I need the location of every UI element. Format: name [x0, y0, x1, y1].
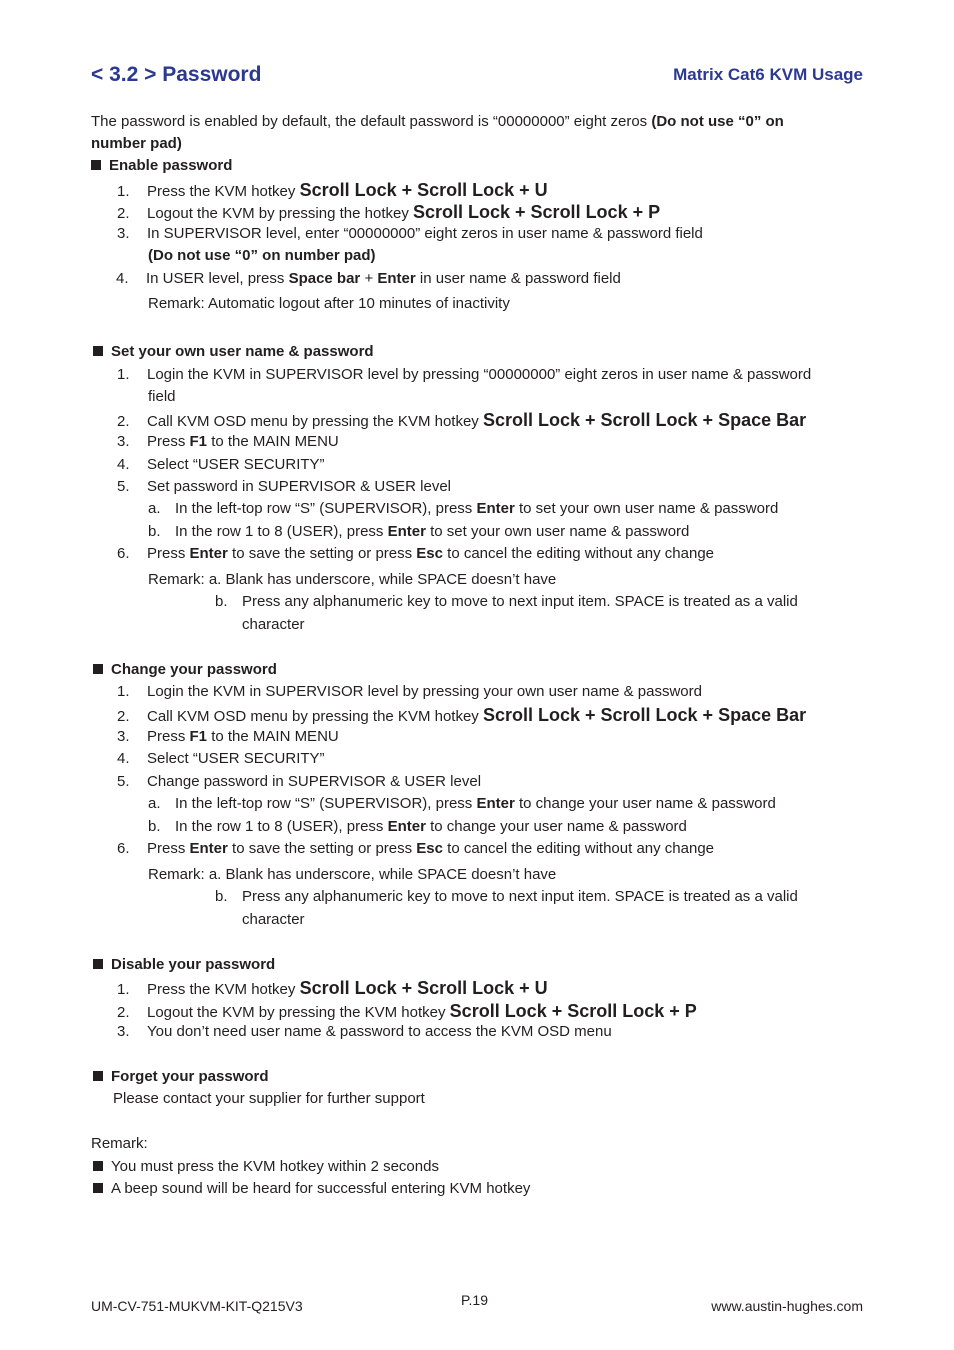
item-text: to save the setting or press: [227, 840, 417, 857]
bullet-square-icon: [93, 664, 103, 674]
item-number: 5.: [117, 773, 130, 790]
list-item: [117, 545, 714, 562]
item-text: +: [360, 270, 378, 287]
item-text: Select “USER SECURITY”: [147, 456, 325, 473]
item-number: 1.: [117, 183, 130, 200]
item-text: Login the KVM in SUPERVISOR level by pressing “00000000” eight zeros in user name & password: [147, 366, 812, 383]
hotkey: Scroll Lock + Scroll Lock + U: [299, 978, 548, 998]
list-item: [117, 705, 806, 726]
item-number: 4.: [116, 270, 129, 287]
hotkey: Scroll Lock + Scroll Lock + P: [449, 1001, 697, 1021]
item-text: Set password in SUPERVISOR & USER level: [147, 478, 452, 495]
list-item: [117, 750, 325, 767]
bullet-square-icon: [93, 1071, 103, 1081]
item-number: 3.: [117, 225, 130, 242]
item-text: Logout the KVM by pressing the KVM hotkey: [147, 1004, 450, 1021]
item-number: 3.: [117, 433, 130, 450]
item-text: in user name & password field: [415, 270, 621, 287]
item-text: Press: [147, 433, 190, 450]
key-name: Enter: [377, 270, 416, 287]
item-number: 6.: [117, 840, 130, 857]
enable-heading: [91, 157, 232, 174]
page-number: P.19: [461, 1292, 488, 1308]
item-number: 2.: [117, 413, 130, 430]
remark-continuation: character: [242, 911, 305, 928]
sub-item-letter: b.: [148, 523, 161, 540]
disable-heading-text: Disable your password: [111, 956, 276, 973]
key-name: Enter: [476, 795, 515, 812]
item-text: In the left-top row “S” (SUPERVISOR), press: [175, 795, 477, 812]
item-number: 3.: [117, 1023, 130, 1040]
item-text: to save the setting or press: [227, 545, 417, 562]
item-text: to cancel the editing without any change: [443, 840, 715, 857]
intro-text: The password is enabled by default, the default password is “00000000” eight zeros: [91, 113, 652, 130]
item-text: Press the KVM hotkey: [147, 981, 300, 998]
list-item: [117, 180, 548, 201]
remark-bullet: [93, 1180, 530, 1197]
item-text: In SUPERVISOR level, enter “00000000” eight zeros in user name & password field: [147, 225, 703, 242]
item-text: Press: [147, 840, 190, 857]
remark: Remark: a. Blank has underscore, while SPACE doesn’t have: [148, 866, 557, 883]
remark-label: Remark:: [91, 1135, 148, 1152]
key-name: Enter: [189, 545, 228, 562]
item-text: Call KVM OSD menu by pressing the KVM hotkey: [147, 708, 483, 725]
sub-item: [148, 795, 776, 812]
item-text: Press: [147, 545, 190, 562]
list-item: [117, 433, 339, 450]
item-text: to the MAIN MENU: [207, 728, 339, 745]
key-name: Enter: [387, 818, 426, 835]
sub-item: [148, 523, 689, 540]
enable-heading-text: Enable password: [109, 157, 233, 174]
bullet-square-icon: [91, 160, 101, 170]
forget-text: Please contact your supplier for further support: [113, 1090, 425, 1107]
remark-text: Press any alphanumeric key to move to next input item. SPACE is treated as a valid: [242, 888, 798, 905]
item-text: to set your own user name & password: [514, 500, 779, 517]
intro-line-2: number pad): [91, 135, 182, 152]
list-item: [117, 225, 703, 242]
item-text: In the row 1 to 8 (USER), press: [175, 523, 388, 540]
item-text: to cancel the editing without any change: [443, 545, 715, 562]
bullet-square-icon: [93, 1161, 103, 1171]
list-item: [117, 683, 702, 700]
remark-bullet-text: A beep sound will be heard for successful entering KVM hotkey: [111, 1180, 531, 1197]
forget-heading: [93, 1068, 269, 1085]
key-name: Esc: [416, 840, 443, 857]
item-text: Press: [147, 728, 190, 745]
remark-letter: b.: [215, 888, 228, 905]
item-text: Logout the KVM by pressing the hotkey: [147, 205, 413, 222]
item-text: Call KVM OSD menu by pressing the KVM hotkey: [147, 413, 483, 430]
item-text: to change your user name & password: [514, 795, 776, 812]
item-text: to set your own user name & password: [425, 523, 690, 540]
remark-text: Press any alphanumeric key to move to next input item. SPACE is treated as a valid: [242, 593, 798, 610]
key-name: Esc: [416, 545, 443, 562]
change-heading: [93, 661, 277, 678]
item-text: Select “USER SECURITY”: [147, 750, 325, 767]
hotkey: Scroll Lock + Scroll Lock + P: [413, 202, 661, 222]
item-number: 3.: [117, 728, 130, 745]
hotkey: Scroll Lock + Scroll Lock + Space Bar: [482, 410, 807, 430]
list-item: [117, 1001, 697, 1022]
item-text: In the left-top row “S” (SUPERVISOR), press: [175, 500, 477, 517]
list-item: [117, 366, 811, 383]
section-header: Matrix Cat6 KVM Usage: [673, 65, 863, 84]
intro-line-1: [91, 113, 784, 130]
list-item: [117, 478, 451, 495]
item-text: to the MAIN MENU: [207, 433, 339, 450]
item-number: 5.: [117, 478, 130, 495]
list-item: [117, 456, 325, 473]
remark: Remark: a. Blank has underscore, while SPACE doesn’t have: [148, 571, 557, 588]
item-text: In the row 1 to 8 (USER), press: [175, 818, 388, 835]
list-item: [117, 410, 806, 431]
bullet-square-icon: [93, 346, 103, 356]
item-number: 2.: [117, 1004, 130, 1021]
sub-item-letter: a.: [148, 795, 161, 812]
item-note: (Do not use “0” on number pad): [148, 247, 376, 264]
item-text: to change your user name & password: [425, 818, 687, 835]
item-text: Login the KVM in SUPERVISOR level by pressing your own user name & password: [147, 683, 702, 700]
item-number: 6.: [117, 545, 130, 562]
list-item: [117, 840, 714, 857]
key-name: Enter: [189, 840, 228, 857]
item-text: In USER level, press: [146, 270, 289, 287]
item-number: 1.: [117, 366, 130, 383]
bullet-square-icon: [93, 959, 103, 969]
list-item: [117, 773, 481, 790]
remark-bullet: [93, 1158, 439, 1175]
key-name: Enter: [476, 500, 515, 517]
forget-heading-text: Forget your password: [111, 1068, 269, 1085]
hotkey: Scroll Lock + Scroll Lock + U: [299, 180, 548, 200]
sub-item: [148, 500, 778, 517]
remark-item: [215, 593, 798, 610]
sub-item: [148, 818, 687, 835]
item-number: 1.: [117, 981, 130, 998]
list-item: [116, 270, 621, 287]
key-name: F1: [189, 728, 208, 745]
bullet-square-icon: [93, 1183, 103, 1193]
remark-bullet-text: You must press the KVM hotkey within 2 seconds: [111, 1158, 439, 1175]
disable-heading: [93, 956, 275, 973]
key-name: F1: [189, 433, 208, 450]
list-item: [117, 1023, 612, 1040]
key-name: Enter: [387, 523, 426, 540]
setown-heading: [93, 343, 374, 360]
setown-heading-text: Set your own user name & password: [111, 343, 374, 360]
intro-bold: (Do not use “0” on: [651, 113, 784, 130]
item-number: 2.: [117, 205, 130, 222]
sub-item-letter: a.: [148, 500, 161, 517]
list-item: [117, 202, 660, 223]
change-heading-text: Change your password: [111, 661, 277, 678]
item-number: 2.: [117, 708, 130, 725]
item-text: Change password in SUPERVISOR & USER level: [147, 773, 482, 790]
hotkey: Scroll Lock + Scroll Lock + Space Bar: [482, 705, 807, 725]
key-name: Space bar: [288, 270, 361, 287]
item-continuation: field: [148, 388, 176, 405]
list-item: [117, 728, 339, 745]
page-title: < 3.2 > Password: [91, 63, 262, 86]
item-text: Press the KVM hotkey: [147, 183, 300, 200]
footer-doc-id: UM-CV-751-MUKVM-KIT-Q215V3: [91, 1298, 303, 1314]
item-number: 4.: [117, 750, 130, 767]
remark-letter: b.: [215, 593, 228, 610]
sub-item-letter: b.: [148, 818, 161, 835]
list-item: [117, 978, 548, 999]
remark: Remark: Automatic logout after 10 minutes of inactivity: [148, 295, 510, 312]
remark-item: [215, 888, 798, 905]
footer-website: www.austin-hughes.com: [711, 1298, 863, 1314]
item-text: You don’t need user name & password to access the KVM OSD menu: [147, 1023, 612, 1040]
item-number: 4.: [117, 456, 130, 473]
remark-continuation: character: [242, 616, 305, 633]
item-number: 1.: [117, 683, 130, 700]
